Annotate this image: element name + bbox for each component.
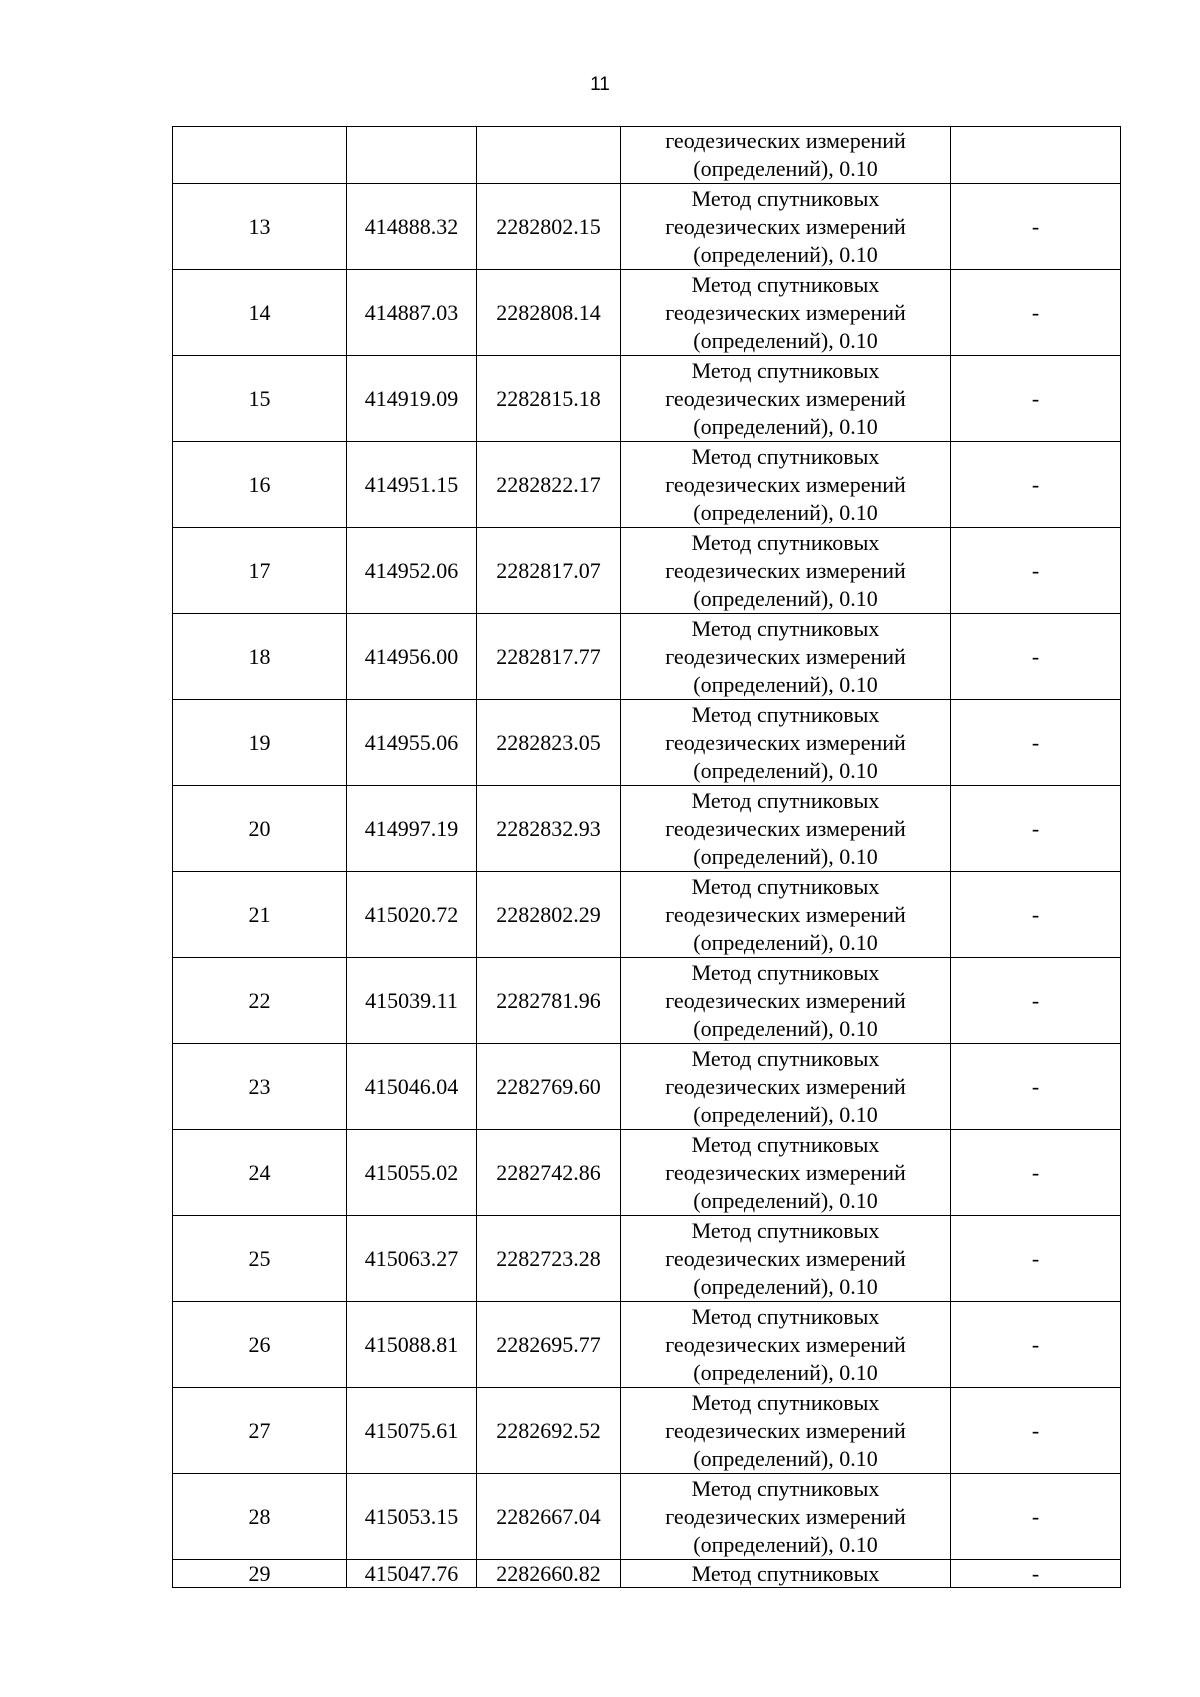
cell-method	[621, 270, 951, 356]
cell-description: -	[951, 872, 1121, 958]
cell-x: 414955.06	[347, 700, 477, 786]
cell-description: -	[951, 528, 1121, 614]
cell-x: 414888.32	[347, 184, 477, 270]
cell-method	[621, 1044, 951, 1130]
cell-y: 2282832.93	[477, 786, 621, 872]
method-line: геодезических измерений	[665, 1503, 906, 1529]
method-line: Метод спутниковых	[691, 1045, 880, 1071]
method-line: (определений), 0.10	[693, 1015, 878, 1041]
method-line: геодезических измерений	[665, 385, 906, 411]
table-row	[173, 1302, 1121, 1388]
cell-point-number: 24	[173, 1130, 347, 1216]
cell-y: 2282815.18	[477, 356, 621, 442]
cell-y: 2282808.14	[477, 270, 621, 356]
cell-method	[621, 1216, 951, 1302]
cell-description: -	[951, 786, 1121, 872]
cell-y: 2282769.60	[477, 1044, 621, 1130]
table-row	[173, 1388, 1121, 1474]
method-line: геодезических измерений	[665, 471, 906, 497]
cell-method	[621, 872, 951, 958]
cell-description: -	[951, 1302, 1121, 1388]
cell-y: 2282723.28	[477, 1216, 621, 1302]
cell-x: 415075.61	[347, 1388, 477, 1474]
method-line: (определений), 0.10	[693, 671, 878, 697]
cell-y: 2282822.17	[477, 442, 621, 528]
method-line: Метод спутниковых	[691, 701, 880, 727]
cell-x: 414997.19	[347, 786, 477, 872]
cell-point-number: 17	[173, 528, 347, 614]
method-line: геодезических измерений	[665, 1245, 906, 1271]
method-line: геодезических измерений	[665, 1417, 906, 1443]
method-line: геодезических измерений	[665, 213, 906, 239]
cell-description: -	[951, 1130, 1121, 1216]
method-line: Метод спутниковых	[691, 529, 880, 555]
table-row	[173, 442, 1121, 528]
cell-method: Метод спутниковых	[621, 1560, 951, 1588]
cell-y: 2282802.29	[477, 872, 621, 958]
table-row	[173, 356, 1121, 442]
cell-description: -	[951, 1216, 1121, 1302]
cell-x: 415088.81	[347, 1302, 477, 1388]
cell-y: 2282802.15	[477, 184, 621, 270]
cell-method	[621, 786, 951, 872]
cell-x: 415020.72	[347, 872, 477, 958]
cell-description: -	[951, 700, 1121, 786]
cell-point-number: 28	[173, 1474, 347, 1560]
cell-x: 414919.09	[347, 356, 477, 442]
method-line: (определений), 0.10	[693, 843, 878, 869]
cell-method	[621, 614, 951, 700]
cell-y	[477, 127, 621, 184]
cell-point-number: 13	[173, 184, 347, 270]
cell-x: 414951.15	[347, 442, 477, 528]
cell-method	[621, 1474, 951, 1560]
table-row	[173, 270, 1121, 356]
cell-x: 414956.00	[347, 614, 477, 700]
cell-description: -	[951, 270, 1121, 356]
method-line: Метод спутниковых	[691, 873, 880, 899]
cell-method	[621, 1302, 951, 1388]
cell-method	[621, 1130, 951, 1216]
cell-point-number: 16	[173, 442, 347, 528]
table-row	[173, 1044, 1121, 1130]
table-row	[173, 786, 1121, 872]
cell-point-number: 25	[173, 1216, 347, 1302]
cell-y: 2282781.96	[477, 958, 621, 1044]
method-line: геодезических измерений	[665, 729, 906, 755]
cell-x: 415063.27	[347, 1216, 477, 1302]
table-row	[173, 1216, 1121, 1302]
cell-description: -	[951, 442, 1121, 528]
cell-point-number: 20	[173, 786, 347, 872]
cell-description: -	[951, 356, 1121, 442]
method-line: Метод спутниковых	[691, 271, 880, 297]
cell-x: 414952.06	[347, 528, 477, 614]
cell-x: 415053.15	[347, 1474, 477, 1560]
method-line: геодезических измерений	[665, 987, 906, 1013]
cell-x: 414887.03	[347, 270, 477, 356]
cell-method	[621, 1388, 951, 1474]
cell-point-number: 18	[173, 614, 347, 700]
method-line: (определений), 0.10	[693, 241, 878, 267]
method-line: (определений), 0.10	[693, 929, 878, 955]
method-line: Метод спутниковых	[691, 615, 880, 641]
method-line: геодезических измерений	[665, 128, 906, 153]
cell-point-number: 21	[173, 872, 347, 958]
method-line: Метод спутниковых	[691, 1303, 880, 1329]
method-line: (определений), 0.10	[693, 327, 878, 353]
method-line: геодезических измерений	[665, 1331, 906, 1357]
method-line: Метод спутниковых	[691, 443, 880, 469]
cell-y: 2282823.05	[477, 700, 621, 786]
method-line: геодезических измерений	[665, 815, 906, 841]
method-line: геодезических измерений	[665, 1159, 906, 1185]
cell-y: 2282817.07	[477, 528, 621, 614]
table-row	[173, 614, 1121, 700]
cell-point-number: 27	[173, 1388, 347, 1474]
cell-method	[621, 528, 951, 614]
table-row	[173, 958, 1121, 1044]
cell-description: -	[951, 1044, 1121, 1130]
cell-method	[621, 958, 951, 1044]
cell-x: 415046.04	[347, 1044, 477, 1130]
method-line: Метод спутниковых	[691, 787, 880, 813]
cell-point-number: 29	[173, 1560, 347, 1588]
method-line: (определений), 0.10	[693, 1187, 878, 1213]
method-line: (определений), 0.10	[693, 1531, 878, 1557]
coordinates-table	[172, 126, 1121, 1588]
method-line: Метод спутниковых	[691, 185, 880, 211]
page-number: 11	[590, 74, 610, 95]
coordinates-table-body	[173, 127, 1121, 1588]
method-line: (определений), 0.10	[693, 585, 878, 611]
cell-description: -	[951, 1474, 1121, 1560]
cell-point-number	[173, 127, 347, 184]
table-row	[173, 1130, 1121, 1216]
method-line: Метод спутниковых	[691, 357, 880, 383]
cell-y: 2282742.86	[477, 1130, 621, 1216]
cell-y: 2282660.82	[477, 1560, 621, 1588]
cell-y: 2282692.52	[477, 1388, 621, 1474]
method-line: геодезических измерений	[665, 299, 906, 325]
cell-point-number: 26	[173, 1302, 347, 1388]
cell-y: 2282667.04	[477, 1474, 621, 1560]
method-line: (определений), 0.10	[693, 499, 878, 525]
cell-x: 415039.11	[347, 958, 477, 1044]
cell-description: -	[951, 1560, 1121, 1588]
cell-x: 415055.02	[347, 1130, 477, 1216]
cell-method	[621, 127, 951, 184]
table-row-last	[173, 1560, 1121, 1588]
cell-point-number: 15	[173, 356, 347, 442]
cell-description: -	[951, 614, 1121, 700]
method-line: (определений), 0.10	[693, 1359, 878, 1385]
cell-y: 2282817.77	[477, 614, 621, 700]
method-line: (определений), 0.10	[693, 156, 878, 181]
cell-x: 415047.76	[347, 1560, 477, 1588]
method-line: (определений), 0.10	[693, 1101, 878, 1127]
method-line: Метод спутниковых	[691, 1131, 880, 1157]
cell-description: -	[951, 958, 1121, 1044]
table-row-continued	[173, 127, 1121, 184]
method-line: геодезических измерений	[665, 1073, 906, 1099]
table-row	[173, 700, 1121, 786]
method-line: Метод спутниковых	[691, 1217, 880, 1243]
method-line: (определений), 0.10	[693, 1273, 878, 1299]
cell-point-number: 22	[173, 958, 347, 1044]
cell-method	[621, 442, 951, 528]
cell-description: -	[951, 1388, 1121, 1474]
method-line: Метод спутниковых	[691, 1475, 880, 1501]
method-line: (определений), 0.10	[693, 413, 878, 439]
cell-point-number: 14	[173, 270, 347, 356]
table-row	[173, 872, 1121, 958]
method-line: геодезических измерений	[665, 557, 906, 583]
method-line: геодезических измерений	[665, 901, 906, 927]
cell-point-number: 23	[173, 1044, 347, 1130]
cell-description	[951, 127, 1121, 184]
cell-y: 2282695.77	[477, 1302, 621, 1388]
method-line: Метод спутниковых	[691, 1389, 880, 1415]
cell-description: -	[951, 184, 1121, 270]
cell-method	[621, 356, 951, 442]
method-line: (определений), 0.10	[693, 757, 878, 783]
method-line: Метод спутниковых	[691, 959, 880, 985]
method-line: геодезических измерений	[665, 643, 906, 669]
cell-x	[347, 127, 477, 184]
table-row	[173, 528, 1121, 614]
table-row	[173, 1474, 1121, 1560]
table-row	[173, 184, 1121, 270]
cell-method	[621, 700, 951, 786]
cell-method	[621, 184, 951, 270]
method-line: (определений), 0.10	[693, 1445, 878, 1471]
cell-point-number: 19	[173, 700, 347, 786]
